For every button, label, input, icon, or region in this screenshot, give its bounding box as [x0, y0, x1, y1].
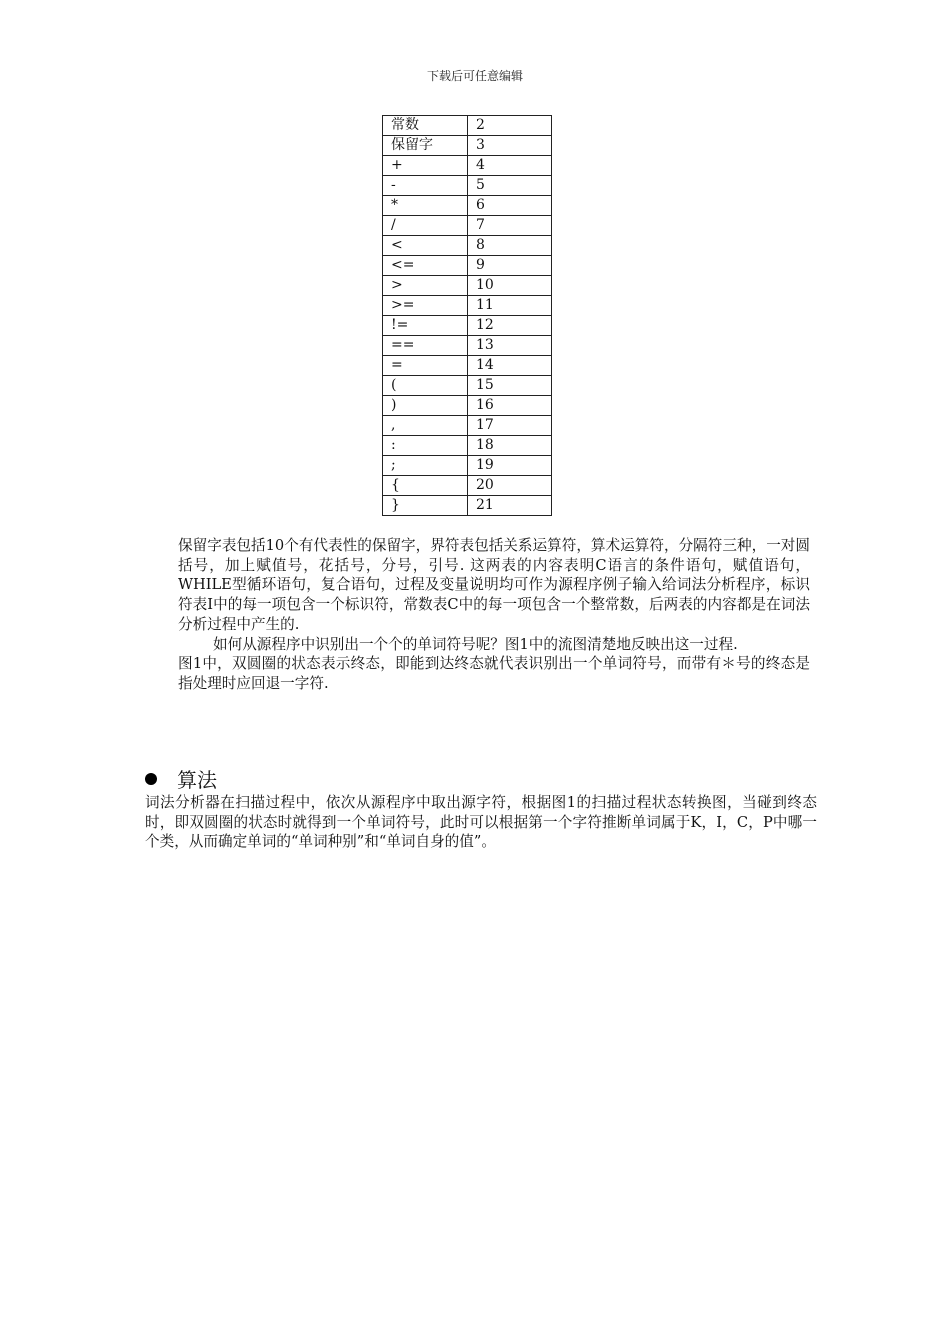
- table-row: [383, 396, 552, 416]
- token-symbol-cell: {: [383, 476, 468, 496]
- token-symbol-cell: ==: [383, 336, 468, 356]
- token-symbol-cell: /: [383, 216, 468, 236]
- token-table-body: [383, 116, 552, 516]
- table-row: [383, 156, 552, 176]
- table-row: [383, 196, 552, 216]
- algorithm-heading: [145, 764, 217, 793]
- token-code-cell: 14: [468, 356, 552, 376]
- bullet-icon: [145, 773, 157, 785]
- paragraph-flow-question: 如何从源程序中识别出一个个的单词符号呢？图1中的流图清楚地反映出这一过程.: [213, 635, 738, 653]
- token-code-cell: 5: [468, 176, 552, 196]
- token-symbol-cell: }: [383, 496, 468, 516]
- token-symbol-cell: =: [383, 356, 468, 376]
- token-symbol-cell: >: [383, 276, 468, 296]
- token-code-cell: 19: [468, 456, 552, 476]
- token-symbol-cell: ;: [383, 456, 468, 476]
- table-row: [383, 116, 552, 136]
- table-row: [383, 376, 552, 396]
- token-symbol-cell: <: [383, 236, 468, 256]
- token-symbol-cell: -: [383, 176, 468, 196]
- token-symbol-cell: :: [383, 436, 468, 456]
- token-code-cell: 2: [468, 116, 552, 136]
- token-symbol-cell: (: [383, 376, 468, 396]
- table-row: [383, 176, 552, 196]
- table-row: [383, 416, 552, 436]
- token-symbol-cell: !=: [383, 316, 468, 336]
- token-symbol-cell: ,: [383, 416, 468, 436]
- token-symbol-cell: *: [383, 196, 468, 216]
- token-code-cell: 7: [468, 216, 552, 236]
- table-row: [383, 136, 552, 156]
- token-code-cell: 16: [468, 396, 552, 416]
- token-code-cell: 6: [468, 196, 552, 216]
- token-code-cell: 3: [468, 136, 552, 156]
- token-code-cell: 13: [468, 336, 552, 356]
- token-code-table: [382, 115, 552, 516]
- table-row: [383, 316, 552, 336]
- token-symbol-cell: +: [383, 156, 468, 176]
- token-code-cell: 12: [468, 316, 552, 336]
- table-row: [383, 236, 552, 256]
- table-row: [383, 296, 552, 316]
- table-row: [383, 456, 552, 476]
- token-code-cell: 15: [468, 376, 552, 396]
- algorithm-title: 算法: [177, 768, 217, 792]
- table-row: [383, 336, 552, 356]
- token-symbol-cell: <=: [383, 256, 468, 276]
- token-code-cell: 20: [468, 476, 552, 496]
- table-row: [383, 356, 552, 376]
- table-row: [383, 216, 552, 236]
- token-code-cell: 21: [468, 496, 552, 516]
- table-row: [383, 276, 552, 296]
- table-row: [383, 436, 552, 456]
- paragraph-final-state: 图1中，双圆圈的状态表示终态，即能到达终态就代表识别出一个单词符号，而带有＊号的终态是指处理时应回退一字符.: [178, 655, 810, 692]
- description-block: [178, 536, 810, 694]
- token-symbol-cell: 常数: [383, 116, 468, 136]
- token-symbol-cell: ): [383, 396, 468, 416]
- algorithm-body: [145, 793, 817, 852]
- token-code-cell: 17: [468, 416, 552, 436]
- table-row: [383, 256, 552, 276]
- token-code-cell: 9: [468, 256, 552, 276]
- algorithm-paragraph: 词法分析器在扫描过程中，依次从源程序中取出源字符，根据图1的扫描过程状态转换图，当碰到终态时，即双圆圈的状态时就得到一个单词符号，此时可以根据第一个字符推断单词属于K，I，C，P中哪一个类，从而确定单词的“单词种别”和“单词自身的值”。: [145, 794, 817, 851]
- token-symbol-cell: 保留字: [383, 136, 468, 156]
- table-row: [383, 476, 552, 496]
- page-header: 下载后可任意编辑: [426, 69, 523, 83]
- token-code-cell: 11: [468, 296, 552, 316]
- paragraph-tables-description: 保留字表包括10个有代表性的保留字，界符表包括关系运算符，算术运算符，分隔符三种，一对圆括号，加上赋值号，花括号，分号，引号. 这两表的内容表明C语言的条件语句，赋值语句，WHILE型循环语句，复合语句，过程及变量说明均可作为源程序例子输入给词法分析程序，标识符表I中的每一项包含一个标识符，常数表C中的每一项包含一个整常数，后两表的内容都是在词法分析过程中产生的.: [178, 537, 810, 633]
- table-row: [383, 496, 552, 516]
- token-code-cell: 10: [468, 276, 552, 296]
- token-code-cell: 8: [468, 236, 552, 256]
- token-code-cell: 18: [468, 436, 552, 456]
- token-symbol-cell: >=: [383, 296, 468, 316]
- token-code-cell: 4: [468, 156, 552, 176]
